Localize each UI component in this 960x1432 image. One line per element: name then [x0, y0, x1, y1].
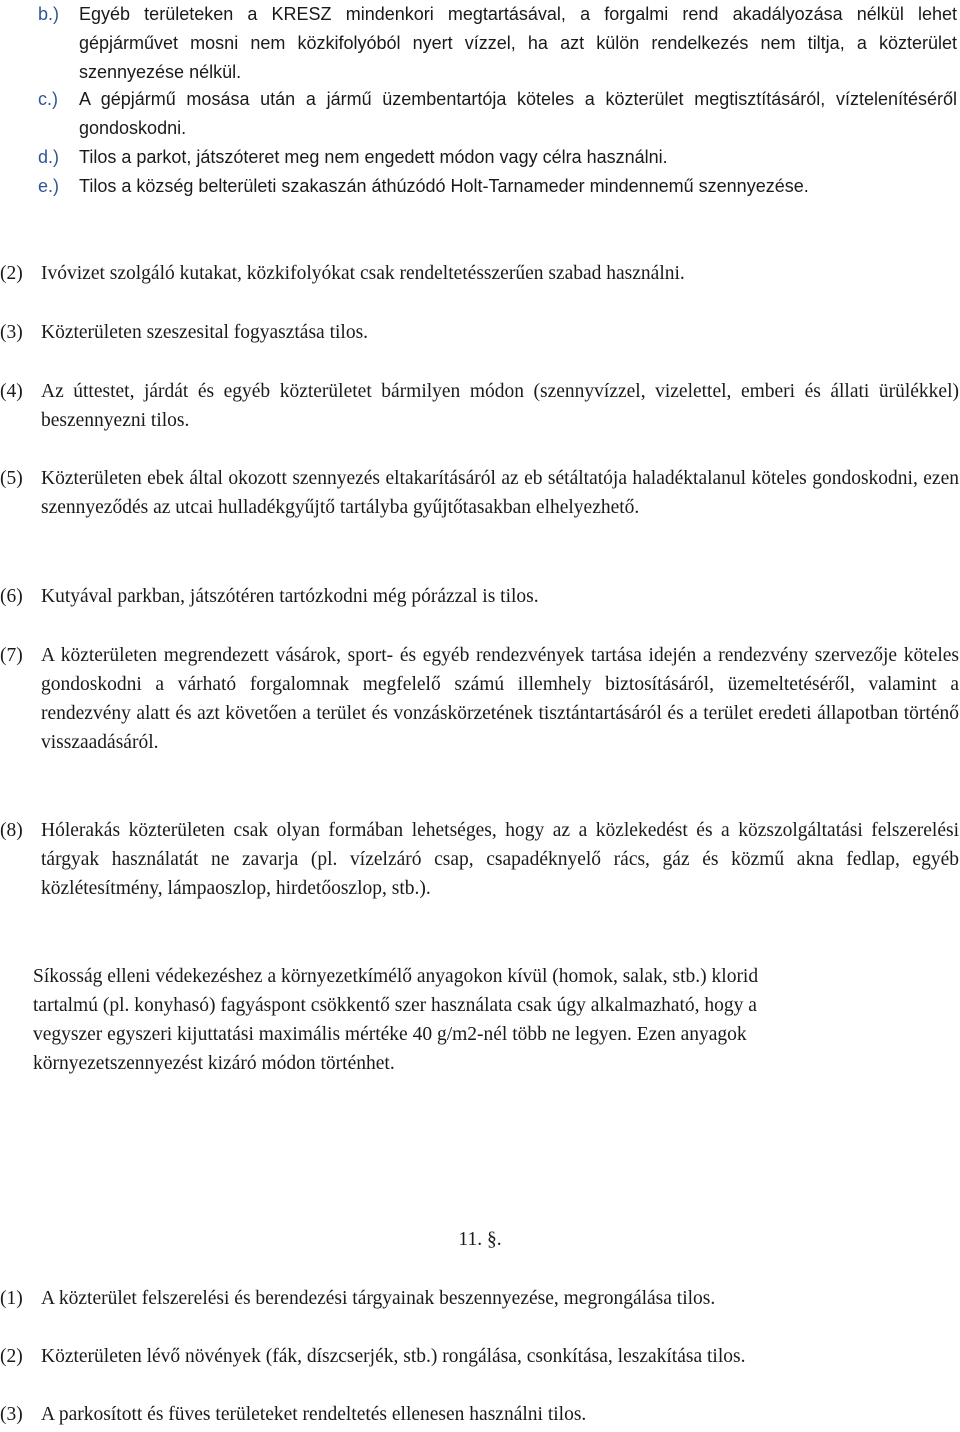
item-text: A parkosított és füves területeket rendeltetés ellenesen használni tilos. [41, 1404, 587, 1425]
item-label: (4) [0, 381, 23, 402]
item-label: (1) [0, 1288, 23, 1309]
item-label: c.) [38, 89, 58, 109]
item-text: Tilos a község belterületi szakaszán áthúzódó Holt-Tarnameder mindennemű szennyezése. [79, 176, 809, 196]
item-text: Közterületen szeszesital fogyasztása tilos. [41, 322, 369, 343]
numbered-item-8 [0, 816, 959, 903]
section-item-3 [0, 1400, 959, 1429]
item-text: Kutyával parkban, játszótéren tartózkodni még pórázzal is tilos. [41, 586, 539, 607]
item-text: Hólerakás közterületen csak olyan formában lehetséges, hogy az a közlekedést és a közszolgáltatási felszerelési tárgyak használatát ne zavarja (pl. vízelzáró csap, csapadéknyelő rács, gáz és közmű akna fedlap, egyéb közlétesítmény, lámpaoszlop, hirdetőoszlop, stb.). [41, 820, 959, 899]
lettered-item-e [38, 172, 957, 201]
numbered-item-3 [0, 318, 959, 347]
item-text: Közterületen ebek által okozott szennyezés eltakarításáról az eb sétáltatója haladéktalanul köteles gondoskodni, ezen szennyeződés az utcai hulladékgyűjtő tartályba gyűjtőtasakban elhelyezhető. [41, 468, 959, 518]
item-label: (8) [0, 820, 23, 841]
paragraph-anti-slip [33, 962, 813, 1078]
lettered-item-d [38, 143, 957, 172]
item-label: (2) [0, 1346, 23, 1367]
section-heading [0, 1225, 960, 1254]
section-heading-text: 11. §. [458, 1229, 502, 1250]
item-text: Közterületen lévő növények (fák, díszcserjék, stb.) rongálása, csonkítása, leszakítása tilos. [41, 1346, 746, 1367]
section-item-1 [0, 1284, 959, 1313]
item-label: e.) [38, 176, 60, 196]
numbered-item-5 [0, 464, 959, 522]
item-label: b.) [38, 4, 60, 24]
item-text: A közterületen megrendezett vásárok, sport- és egyéb rendezvények tartása idején a rendezvény szervezője köteles gondoskodni a várható forgalomnak megfelelő számú illemhely biztosításáról, üzemeltetéséről, valamint a rendezvény alatt és azt követően a terület és vonzáskörzetének tisztántartásáról és a terület eredeti állapotban történő visszaadásáról. [41, 645, 959, 753]
numbered-item-2 [0, 259, 959, 288]
item-text: Egyéb területeken a KRESZ mindenkori megtartásával, a forgalmi rend akadályozása nélkül lehet gépjárművet mosni nem közkifolyóból nyert vízzel, ha azt külön rendelkezés nem tiltja, a közterület szennyezése nélkül. [79, 4, 957, 82]
item-label: d.) [38, 147, 60, 167]
item-text: A gépjármű mosása után a jármű üzembentartója köteles a közterület megtisztításáról, víztelenítéséről gondoskodni. [79, 89, 957, 138]
lettered-item-b [38, 0, 957, 87]
numbered-item-6 [0, 582, 959, 611]
item-text: A közterület felszerelési és berendezési tárgyainak beszennyezése, megrongálása tilos. [41, 1288, 716, 1309]
item-label: (3) [0, 1404, 23, 1425]
item-label: (2) [0, 263, 23, 284]
item-label: (5) [0, 468, 23, 489]
numbered-item-4 [0, 377, 959, 435]
item-text: Tilos a parkot, játszóteret meg nem engedett módon vagy célra használni. [79, 147, 668, 167]
numbered-item-7 [0, 641, 959, 757]
item-label: (7) [0, 645, 23, 666]
lettered-item-c [38, 85, 957, 143]
section-item-2 [0, 1342, 959, 1371]
item-text: Ivóvizet szolgáló kutakat, közkifolyókat csak rendeltetésszerűen szabad használni. [41, 263, 685, 284]
item-text: Az úttestet, járdát és egyéb közterületet bármilyen módon (szennyvízzel, vizelettel, emberi és állati ürülékkel) beszennyezni tilos. [41, 381, 959, 431]
item-label: (6) [0, 586, 23, 607]
item-label: (3) [0, 322, 23, 343]
paragraph-text: Síkosság elleni védekezéshez a környezetkímélő anyagokon kívül (homok, salak, stb.) klorid tartalmú (pl. konyhasó) fagyáspont csökkentő szer használata csak úgy alkalmazható, hogy a vegyszer egyszeri kijuttatási maximális mértéke 40 g/m2-nél több ne legyen. Ezen anyagok környezetszennyezést kizáró módon történhet. [33, 966, 759, 1074]
